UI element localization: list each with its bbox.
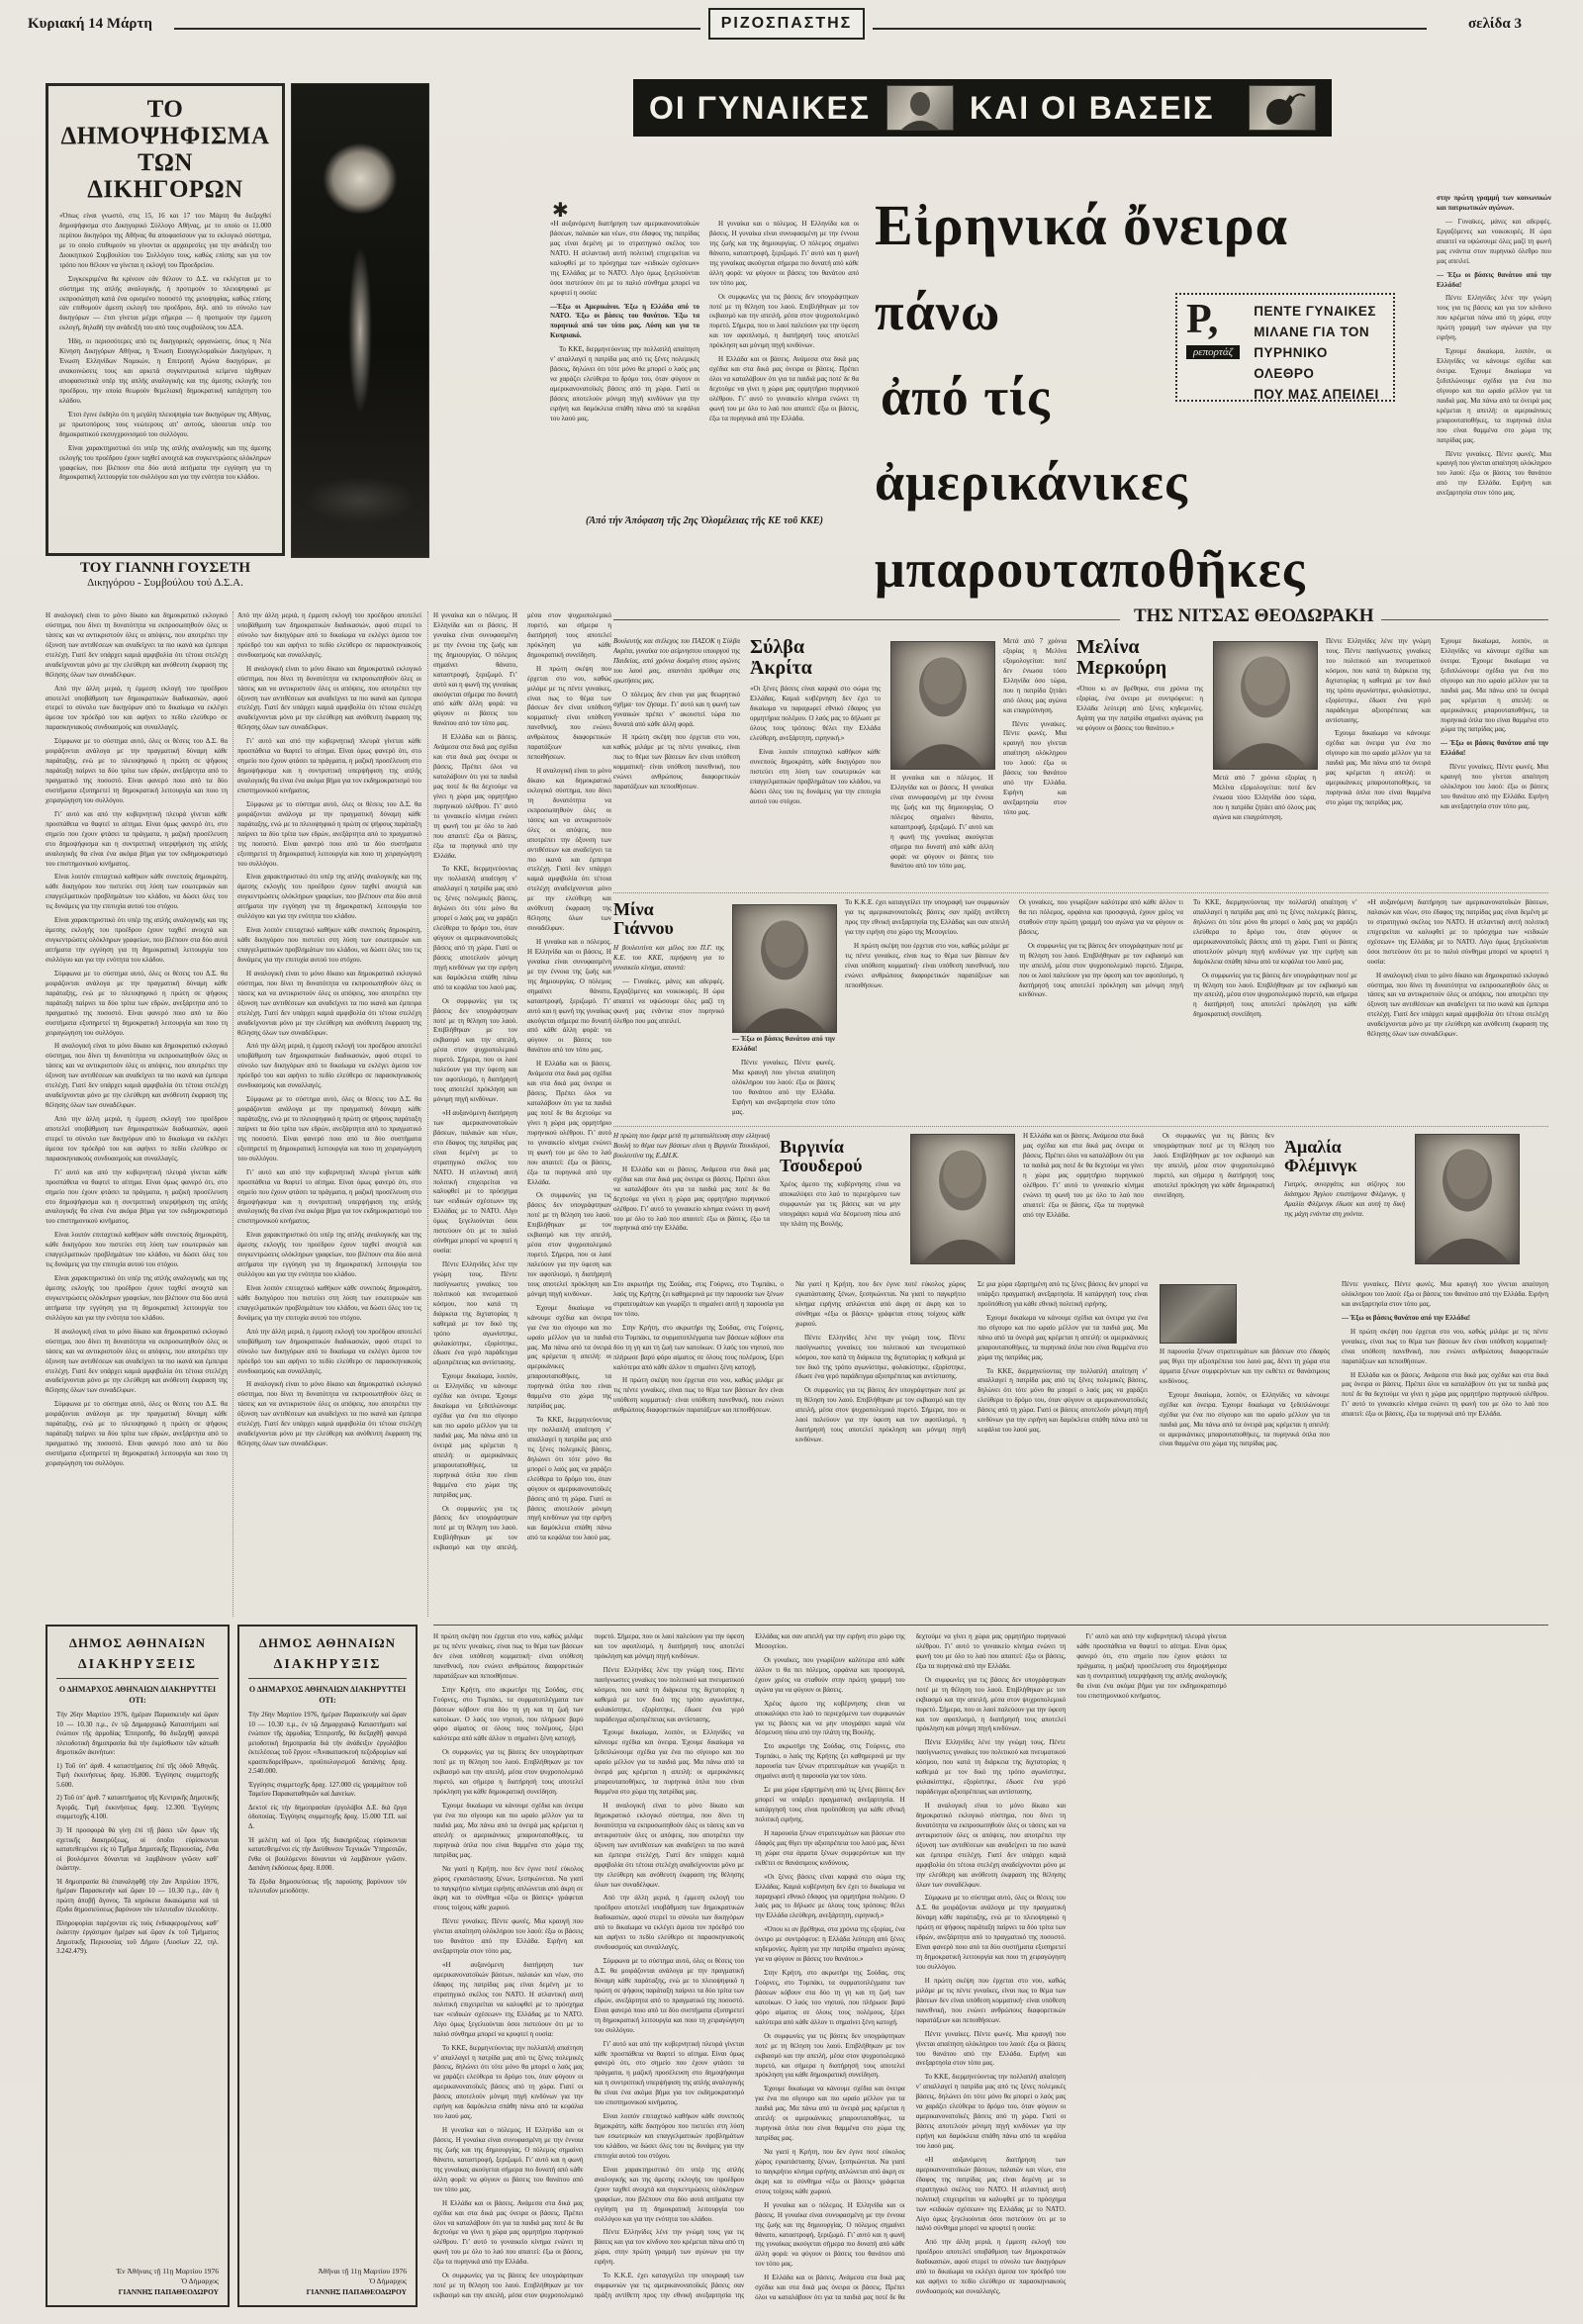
- paragraph: στην πρώτη γραμμή των κοινωνικών και πατριωτικών αγώνων.: [1437, 194, 1551, 212]
- paragraph: «Η αυξανόμενη διατήρηση των αμερικανονατοϊκών βάσεων, παλαιών και νέων, στο έδαφος της πατρίδας μας είναι δεμένη με το στρατηγικό σκέλος του ΝΑΤΟ. Η ατλαντική αυτή πολιτική επιχειρείται να καλυφθεί με το πρόσχημα των «ειδικών σχέσεων» της Ελλάδας με το ΝΑΤΟ. Λίγο όμως ξεγελιούνται όσοι πιστεύουν ότι με το παλιό σύνθημα μπορεί να κρυφτεί η ουσία:: [433, 1108, 517, 1255]
- name-line: Φλέμινγκ: [1284, 1156, 1357, 1176]
- paragraph: Χρέος άμεσο της κυβέρνησης είναι να αποκαλύψει στο λαό το περιεχόμενο των συμφωνιών για τις βάσεις και να μην υπογράψει καμιά νέα δέσμευση πίσω από την πλάτη της Βουλής.: [780, 1180, 900, 1228]
- paragraph: — Γυναίκες, μάνες και αδερφές. Εργαζόμενες και νοικοκυρές. Η ώρα απαιτεί να υψώσουμε όλες μαζί τη φωνή μας ενάντια στον πυρηνικό όλεθρο που μας απειλεί.: [613, 976, 724, 1025]
- band2-col-3: [1193, 898, 1357, 1124]
- reporter-rule-left: [613, 619, 1120, 620]
- slogan-paragraph: — Έξω οι βάσεις θανάτου από την Ελλάδα!: [1441, 739, 1548, 758]
- notice-date: Ἐν Ἀθήναις τῇ 11ῃ Μαρτίου 1976: [116, 2266, 219, 2276]
- band1-col-8: [1441, 637, 1548, 892]
- paragraph: Έτσι έγινε έκδηλο ότι η μεγάλη πλειοψηφία των δικηγόρων της Αθήνας, με πρωτοπόρους τους νεώτερους απ’ αυτούς, τάσσεται υπέρ του δημοκρατικού εκσυγχρονισμού του συλλόγου.: [59, 410, 271, 438]
- band-divider: [613, 892, 1548, 893]
- municipal-notice-2: [237, 1625, 418, 2307]
- slogan-paragraph: — Έξω οι βάσεις θανάτου από την Ελλάδα!: [1342, 1313, 1471, 1322]
- paragraph: Πέντε γυναίκες. Πέντε φωνές. Μια κραυγή που γίνεται απαίτηση ολόκληρου του λαού: έξω οι βάσεις του θανάτου από την Ελλάδα. Ειρήνη και ανεξαρτησία στον τόπο μας.: [915, 2029, 1067, 2068]
- paragraph: Πέντε γυναίκες. Πέντε φωνές. Μια κραυγή που γίνεται απαίτηση ολόκληρου του λαού: έξω οι βάσεις του θανάτου από την Ελλάδα. Ειρήνη και ανεξαρτησία στον τόπο μας.: [433, 1917, 584, 1956]
- paragraph: Έχουμε δικαίωμα να κάνουμε σχέδια και όνειρα για ένα πιο σίγουρο και πιο ωραίο μέλλον για τα παιδιά μας. Μα πάνω από τα όνειρά μας κρέμεται η απειλή: οι αμερικάνικες μπαρουταποθήκες, τα πυρηνικά όπλα που είναι θαμμένα στο χώμα της πατρίδας μας.: [527, 1303, 611, 1411]
- paragraph: Πέντε Ελληνίδες λένε την γνώμη τους. Πέντε πασίγνωστες γυναίκες του πολιτικού και πνευματικού κόσμου, που κατά τη διάρκεια της διχτατορίας η καθεμιά με τον δικό της τρόπο αγωνίστηκε, φυλακίστηκε, εξορίστηκε, έδωσε ένα γερό παράδειγμα αξιοπρέπειας και αντίστασης.: [1326, 637, 1431, 724]
- lawyers-title-line2: ΤΩΝ ΔΙΚΗΓΟΡΩΝ: [87, 149, 243, 203]
- lawyers-column-b: [237, 611, 421, 1617]
- melina-block: [1076, 637, 1203, 892]
- banner-title-left: ΟΙ ΓΥΝΑΙΚΕΣ: [649, 89, 872, 126]
- name-line: Μελίνα: [1076, 637, 1140, 658]
- paragraph: Σε μια χώρα εξαρτημένη από τις ξένες βάσεις δεν μπορεί να υπάρξει πραγματική ανεξαρτησία. Η κατάργησή τους είναι προϋπόθεση για κάθε εθνική πολιτική ειρήνης.: [978, 1280, 1148, 1308]
- notice-subtitle: Ο ΔΗΜΑΡΧΟΣ ΑΘΗΝΑΙΩΝ ΔΙΑΚΗΡΥΤΤΕΙ ΟΤΙ:: [248, 1685, 407, 1706]
- paragraph: Σύμφωνα με το σύστημα αυτό, όλες οι θέσεις του Δ.Σ. θα μοιράζονται ανάλογα με την πραγματική δύναμη κάθε παράταξης, ενώ με το πλειοψηφικό η πρώτη σε ψήφους παράταξη παίρνει τα δύο τρίτα των εδρών, ανεξάρτητα από το πραγματικό της ποσοστό. Είναι φανερό ποιο από τα δύο συστήματα εξυπηρετεί τη δημοκρατική λειτουργία και ποιο τη χειραγώγηση του συλλόγου.: [237, 799, 421, 868]
- paragraph: Η πρώτη σκέψη που έρχεται στο νου, καθώς μιλάμε με τις πέντε γυναίκες, είναι πως το θέμα των βάσεων δεν είναι υπόθεση κομματική· είναι υπόθεση πανεθνική, που ενώνει ανθρώπους διαφορετικών παρατάξεων και πεποιθήσεων.: [433, 1632, 584, 1680]
- interviewee-name-fleming: [1284, 1138, 1405, 1175]
- portrait-amalia-fleming: [1415, 1134, 1520, 1264]
- paragraph: Από την άλλη μεριά, η έμμεση εκλογή του προέδρου αποτελεί υποβάθμιση των δημοκρατικών διαδικασιών, αφού στερεί το σύνολο των δικηγόρων από το δικαίωμα να εκλέγει άμεσα τον πρόεδρό του και αφήνει το πεδίο ελεύθερο σε παρασκηνιακούς συνδυασμούς και συναλλαγές.: [237, 1327, 421, 1375]
- paragraph: Το ΚΚΕ, διερμηνεύοντας την πολλαπλή απαίτηση ν’ απαλλαγεί η πατρίδα μας από τις ξένες πολεμικές βάσεις, δηλώνει ότι τότε μόνο θα μπορεί ο λαός μας να χαράζει ελεύθερα το δρόμο του, όταν φύγουν οι αμερικανονατοϊκές βάσεις από τη χώρα. Γιατί οι βάσεις αποτελούν μόνιμη πηγή κινδύνων για την ειρήνη και δαμόκλεια σπάθη πάνω από τα κεφάλια του λαού μας.: [527, 1416, 611, 1542]
- paragraph: Πέντε γυναίκες. Πέντε φωνές. Μια κραυγή που γίνεται απαίτηση ολόκληρου του λαού: έξω οι βάσεις του θανάτου από την Ελλάδα. Ειρήνη και ανεξαρτησία στον τόπο μας.: [1441, 763, 1548, 810]
- page-number: σελίδα 3: [1468, 16, 1522, 32]
- name-line: Μερκούρη: [1076, 657, 1167, 680]
- paragraph: Η πρώτη σκέψη που έρχεται στο νου, καθώς μιλάμε με τις πέντε γυναίκες, είναι πως το θέμα των βάσεων δεν είναι υπόθεση κομματική· είναι υπόθεση πανεθνική, που ενώνει ανθρώπους διαφορετικών παρατάξεων και πεποιθήσεων.: [1342, 1327, 1548, 1365]
- municipal-notice-1: [46, 1625, 230, 2307]
- paragraph: Είναι λοιπόν επιταχτικό καθήκον κάθε συνεπούς δημοκράτη, κάθε δικηγόρου που πιστεύει στη λύση των εσωτερικών και επαγγελματικών προβλημάτων του κλάδου, να δώσει όλες του τις δυνάμεις για την επιτυχία αυτού του στόχου.: [237, 1284, 421, 1322]
- paragraph: Οι συμφωνίες για τις βάσεις δεν υπογράφτηκαν ποτέ με τη θέληση του λαού. Επιβλήθηκαν με τον εκβιασμό και την απειλή, μέσα στον ψυχροπολεμικό πυρετό. Σήμερα, που οι λαοί παλεύουν για την ύφεση και τον αφοπλισμό, η διατήρησή τους αποτελεί πρόκληση και μόνιμη πηγή κινδύνων.: [433, 1632, 745, 2300]
- paragraph: Η Ελλάδα και οι βάσεις. Ανάμεσα στα δικά μας σχέδια και στα δικά μας όνειρα οι βάσεις. Πρέπει όλοι να καταλάβουν ότι για τα παιδιά μας ποτέ δε θα δεχτούμε να γίνει η χώρα μας ορμητήριο πυρηνικού ολέθρου. Γι’ αυτό το γυναικείο κίνημα ενώνει τη φωνή του με όλο το λαό που απαιτεί: έξω οι βάσεις, έξω τα πυρηνικά από την Ελλάδα.: [755, 1632, 1067, 2302]
- lawyers-byline: [46, 560, 285, 589]
- notice-item: Ἡ μελέτη καί οἱ ὅροι τῆς διακηρύξεως εὑρίσκονται κατατεθειμένοι εἰς τήν Διεύθυνσιν Τεχνικῶν Ὑπηρεσιῶν, ἔνθα οἱ βουλόμενοι δύνανται νά λαμβάνουν γνῶσιν. Δαπάνη ἐκδόσεως δραχ. 8.000.: [248, 1836, 407, 1873]
- paragraph: Μετά από 7 χρόνια εξορίας η Μελίνα εξομολογείται: ποτέ δεν ένιωσα τόσο Ελληνίδα όσο τώρα, που η πατρίδα ζητάει από όλους μας αγώνα και επαγρύπνηση.: [1003, 637, 1067, 714]
- paragraph: Γι’ αυτό και από την κυβερνητική πλευρά γίνεται κάθε προσπάθεια να θαφτεί το αίτημα. Είναι όμως φανερό ότι, στο σημείο που έχουν φτάσει τα πράγματα, η μαζική προσέλευση στο δημοψήφισμα και η συντριπτική υπερψήφιση της απλής αναλογικής θα είναι ένα ακόμα βήμα για τον εκδημοκρατισμό του επιστημονικού κινήματος.: [237, 1167, 421, 1226]
- paragraph: Η πρώτη σκέψη που έρχεται στο νου, καθώς μιλάμε με τις πέντε γυναίκες, είναι πως το θέμα των βάσεων δεν είναι υπόθεση κομματική· είναι υπόθεση πανεθνική, που ενώνει ανθρώπους διαφορετικών παρατάξεων και πεποιθήσεων.: [845, 941, 1009, 989]
- band3-col-1: [613, 1132, 770, 1272]
- interviewee-name-tsouderou: [780, 1138, 900, 1175]
- portrait-melina-merkouri: [1213, 641, 1318, 770]
- paragraph: Πέντε γυναίκες. Πέντε φωνές. Μια κραυγή που γίνεται απαίτηση ολόκληρου του λαού: έξω οι βάσεις του θανάτου από την Ελλάδα. Ειρήνη και ανεξαρτησία στον τόπο μας.: [732, 1058, 835, 1116]
- paragraph: Από την άλλη μεριά, η έμμεση εκλογή του προέδρου αποτελεί υποβάθμιση των δημοκρατικών διαδικασιών, αφού στερεί το σύνολο των δικηγόρων από το δικαίωμα να εκλέγει άμεσα τον πρόεδρό του και αφήνει το πεδίο ελεύθερο σε παρασκηνιακούς συνδυασμούς και συναλλαγές.: [594, 1894, 745, 1952]
- paragraph: Έχουμε δικαίωμα, λοιπόν, οι Ελληνίδες να κάνουμε σχέδια και όνειρα. Έχουμε δικαίωμα να ξεδιπλώνουμε σχέδια για ένα πιο σίγουρο και πιο ωραίο μέλλον για τα παιδιά μας. Μα πάνω από τα όνειρά μας κρέμεται η απειλή: οι αμερικάνικες μπαρουταποθήκες, τα πυρηνικά όπλα που είναι θαμμένα στο χώμα της πατρίδας μας.: [594, 1728, 745, 1797]
- paragraph: Ἡ δημοπρασία θά ἐπαναληφθῇ τήν 2αν Ἀπριλίου 1976, ἡμέραν Παρασκευήν καί ὥραν 10 — 10.30 π.μ., ἐάν ἡ πρώτη ἀποβῇ ἄγονος. Τά κηρύκεια δικαιώματα καί τά ἔξοδα δημοσιεύσεως βαρύνουν τόν τελευταῖον πλειοδότην.: [56, 1878, 219, 1914]
- tsouderou-block: [780, 1138, 900, 1272]
- paragraph: Πέντε γυναίκες. Πέντε φωνές. Μια κραυγή που γίνεται απαίτηση ολόκληρου του λαού: έξω οι βάσεις του θανάτου από την Ελλάδα. Ειρήνη και ανεξαρτησία στον τόπο μας.: [1437, 449, 1551, 498]
- paragraph: Οι συμφωνίες για τις βάσεις δεν υπογράφτηκαν ποτέ με τη θέληση του λαού. Επιβλήθηκαν με τον εκβιασμό και την απειλή, μέσα στον ψυχροπολεμικό πυρετό, και σήμερα η διατήρησή τους αποτελεί πρόκληση για κάθε δημοκρατική συνείδηση.: [1154, 1132, 1274, 1199]
- header-rule-right: [873, 28, 1427, 30]
- masthead: [708, 8, 865, 40]
- star-icon: ✱: [552, 200, 569, 222]
- notice-signature: [56, 2267, 219, 2297]
- municipality-name: ΔΗΜΟΣ ΑΘΗΝΑΙΩΝ: [68, 1635, 207, 1650]
- mid-columns: [433, 611, 611, 1617]
- paragraph: Το Κ.Κ.Ε. έχει καταγγείλει την υπογραφή των συμφωνιών για τις αμερικανονατοϊκές βάσεις σαν πράξη αντίθετη προς την εθνική ανεξαρτησία της Ελλάδας και σαν απειλή για την ειρήνη στο χώρο της Μεσογείου.: [594, 1632, 905, 2300]
- paragraph: Η γυναίκα και ο πόλεμος. Η Ελληνίδα και οι βάσεις. Η γυναίκα είναι συνυφασμένη με την έννοια της ζωής και της δημιουργίας. Ο πόλεμος σημαίνει θάνατο, καταστροφή, ξεριζωμό. Γι’ αυτό και η φωνή της γυναίκας ακούγεται σήμερα πιο δυνατή από κάθε άλλη φορά: να φύγουν οι βάσεις του θανάτου από τον τόπο μας.: [433, 611, 517, 728]
- paragraph: Είναι λοιπόν επιταχτικό καθήκον κάθε συνεπούς δημοκράτη, κάθε δικηγόρου που πιστεύει στη λύση των εσωτερικών και επαγγελματικών προβλημάτων του κλάδου, να δώσει όλες του τις δυνάμεις για την επιτυχία αυτού του στόχου.: [237, 926, 421, 964]
- paragraph: «Η αυξανόμενη διατήρηση των αμερικανονατοϊκών βάσεων, παλαιών και νέων, στο έδαφος της πατρίδας μας είναι δεμένη με το στρατηγικό σκέλος του ΝΑΤΟ. Η ατλαντική αυτή πολιτική επιχειρείται να καλυφθεί με το πρόσχημα των «ειδικών σχέσεων» της Ελλάδας με το ΝΑΤΟ. Λίγο όμως ξεγελιούνται όσοι πιστεύουν ότι με το παλιό σύνθημα μπορεί να κρυφτεί η ουσία:: [433, 1961, 584, 2038]
- paragraph: Η πρώτη σκέψη που έρχεται στο νου, καθώς μιλάμε με τις πέντε γυναίκες, είναι πως το θέμα των βάσεων δεν είναι υπόθεση κομματική· είναι υπόθεση πανεθνική, που ενώνει ανθρώπους διαφορετικών παρατάξεων και πεποιθήσεων.: [915, 1976, 1067, 2024]
- paragraph: «Η αυξανόμενη διατήρηση των αμερικανονατοϊκών βάσεων, παλαιών και νέων, στο έδαφος της πατρίδας μας είναι δεμένη με το στρατηγικό σκέλος του ΝΑΤΟ. Η ατλαντική αυτή πολιτική επιχειρείται να καλυφθεί με το πρόσχημα των «ειδικών σχέσεων» της Ελλάδας με το ΝΑΤΟ. Λίγο όμως ξεγελιούνται όσοι πιστεύουν ότι με το παλιό σύνθημα μπορεί να κρυφτεί η ουσία:: [915, 2155, 1067, 2233]
- fleming-block: [1284, 1138, 1405, 1272]
- paragraph: Οι συμφωνίες για τις βάσεις δεν υπογράφτηκαν ποτέ με τη θέληση του λαού. Επιβλήθηκαν με τον εκβιασμό και την απειλή, μέσα στον ψυχροπολεμικό πυρετό, και σήμερα η διατήρησή τους αποτελεί πρόκληση για κάθε δημοκρατική συνείδηση.: [433, 1748, 584, 1797]
- paragraph: Γι’ αυτό και από την κυβερνητική πλευρά γίνεται κάθε προσπάθεια να θαφτεί το αίτημα. Είναι όμως φανερό ότι, στο σημείο που έχουν φτάσει τα πράγματα, η μαζική προσέλευση στο δημοψήφισμα και η συντριπτική υπερψήφιση της απλής αναλογικής θα είναι ένα ακόμα βήμα για τον εκδημοκρατισμό του επιστημονικού κινήματος.: [237, 737, 421, 794]
- band3-mid-cols: [1023, 1132, 1274, 1272]
- banner-woman-photo: [886, 85, 954, 131]
- paragraph: Η γυναίκα και ο πόλεμος. Η Ελληνίδα και οι βάσεις. Η γυναίκα είναι συνυφασμένη με την έννοια της ζωής και της δημιουργίας. Ο πόλεμος σημαίνει θάνατο, καταστροφή, ξεριζωμό. Γι’ αυτό και η φωνή της γυναίκας ακούγεται σήμερα πιο δυνατή από κάθε άλλη φορά: να φύγουν οι βάσεις του θανάτου από τον τόπο μας.: [527, 938, 611, 1055]
- paragraph: Είναι χαρακτηριστικό ότι υπέρ της απλής αναλογικής και της άμεσης εκλογής του προέδρου έχουν ταχθεί ανοιχτά και συγκεντρώσεις ολόκληρων γραφείων, που βλέπουν στα δύο αυτά αιτήματα την εγγύηση για τη δημοκρατική λειτουργία του συλλόγου και για την ενότητα του κλάδου.: [594, 2165, 745, 2223]
- paragraph: Το ΚΚΕ, διερμηνεύοντας την πολλαπλή απαίτηση ν’ απαλλαγεί η πατρίδα μας από τις ξένες πολεμικές βάσεις, δηλώνει ότι τότε μόνο θα μπορεί ο λαός μας να χαράζει ελεύθερα το δρόμο του, όταν φύγουν οι αμερικανονατοϊκές βάσεις από τη χώρα. Γιατί οι βάσεις αποτελούν μόνιμη πηγή κινδύνων για την ειρήνη και δαμόκλεια σπάθη πάνω από τα κεφάλια του λαού μας.: [433, 865, 517, 991]
- name-line: Ἀμαλία: [1284, 1138, 1342, 1157]
- paragraph: Η γυναίκα και ο πόλεμος. Η Ελληνίδα και οι βάσεις. Η γυναίκα είναι συνυφασμένη με την έννοια της ζωής και της δημιουργίας. Ο πόλεμος σημαίνει θάνατο, καταστροφή, ξεριζωμό. Γι’ αυτό και η φωνή της γυναίκας ακούγεται σήμερα πιο δυνατή από κάθε άλλη φορά: να φύγουν οι βάσεις του θανάτου από τον τόπο μας.: [890, 774, 993, 871]
- paragraph: Η αναλογική είναι το μόνο δίκαιο και δημοκρατικό εκλογικό σύστημα, που δίνει τη δυνατότητα να εκπροσωπηθούν όλες οι τάσεις και να αντικριστούν όλες οι απόψεις, που αποτρέπει την όξυνση των αντιθέσεων και αναδείχνει τα πιο ικανά και έμπειρα στελέχη. Γιατί δεν υπάρχει καμιά αμφιβολία ότι τέτοια στελέχη αναδείχνονται μόνο με την ελεύθερη και ανόθευτη έκφραση της θέλησης όλων των συναδέλφων.: [237, 664, 421, 732]
- paragraph: Η βουλευτίνα και μέλος του Π.Γ. της Κ.Ε. του ΚΚΕ, περήφανη για το γυναικείο κίνημα, απαντά:: [613, 944, 724, 973]
- paragraph: Γι’ αυτό και από την κυβερνητική πλευρά γίνεται κάθε προσπάθεια να θαφτεί το αίτημα. Είναι όμως φανερό ότι, στο σημείο που έχουν φτάσει τα πράγματα, η μαζική προσέλευση στο δημοψήφισμα και η συντριπτική υπερψήφιση της απλής αναλογικής θα είναι ένα ακόμα βήμα για τον εκδημοκρατισμό του επιστημονικού κινήματος.: [46, 809, 228, 868]
- kke-intro-columns: [550, 220, 859, 511]
- paragraph: Είναι λοιπόν επιταχτικό καθήκον κάθε συνεπούς δημοκράτη, κάθε δικηγόρου που πιστεύει στη λύση των εσωτερικών και επαγγελματικών προβλημάτων του κλάδου, να δώσει όλες του τις δυνάμεις για την επιτυχία αυτού του στόχου.: [750, 748, 881, 805]
- paragraph: Έχουμε δικαίωμα να κάνουμε σχέδια και όνειρα για ένα πιο σίγουρο και πιο ωραίο μέλλον για τα παιδιά μας. Μα πάνω από τα όνειρά μας κρέμεται η απειλή: οι αμερικάνικες μπαρουταποθήκες, τα πυρηνικά όπλα που είναι θαμμένα στο χώμα της πατρίδας μας.: [755, 2085, 905, 2143]
- paragraph: Η αναλογική είναι το μόνο δίκαιο και δημοκρατικό εκλογικό σύστημα, που δίνει τη δυνατότητα να εκπροσωπηθούν όλες οι τάσεις και να αντικριστούν όλες οι απόψεις, που αποτρέπει την όξυνση των αντιθέσεων και αναδείχνει τα πιο ικανά και έμπειρα στελέχη. Γιατί δεν υπάρχει καμιά αμφιβολία ότι τέτοια στελέχη αναδείχνονται μόνο με την ελεύθερη και ανόθευτη έκφραση της θέλησης όλων των συναδέλφων.: [46, 1042, 228, 1110]
- band3-lower-col-1: [613, 1280, 784, 1621]
- notice-item: 1) Τοῦ ὑπ’ ἀριθ. 4 καταστήματος ἐπί τῆς ὁδοῦ Ἀθηνᾶς. Τιμή ἐκκινήσεως δραχ. 16.800. Ἐγγύησις συμμετοχῆς 5.600.: [56, 1762, 219, 1789]
- paragraph: Σύμφωνα με το σύστημα αυτό, όλες οι θέσεις του Δ.Σ. θα μοιράζονται ανάλογα με την πραγματική δύναμη κάθε παράταξης, ενώ με το πλειοψηφικό η πρώτη σε ψήφους παράταξη παίρνει τα δύο τρίτα των εδρών, ανεξάρτητα από το πραγματικό της ποσοστό. Είναι φανερό ποιο από τα δύο συστήματα εξυπηρετεί τη δημοκρατική λειτουργία και ποιο τη χειραγώγηση του συλλόγου.: [915, 1894, 1067, 1971]
- banner-title-right: ΚΑΙ ΟΙ ΒΑΣΕΙΣ: [970, 89, 1215, 126]
- paragraph: Γιατρός, συνεργάτις και σύζυγος του διάσημου Άγγλου επιστήμονα Φλέμινγκ, η Αμαλία Φλέμινγκ έδωσε και αυτή τη δική της μάχη ενάντια στη χούντα.: [1284, 1180, 1405, 1218]
- paragraph: «Όπου κι αν βρέθηκα, στα χρόνια της εξορίας, ένα όνειρο με συντρόφευε: η Ελλάδα λεύτερη από ξένες κηδεμονίες. Αγάπη για την πατρίδα σημαίνει αγώνας για να φύγουν οι βάσεις του θανάτου.»: [755, 1925, 905, 1964]
- paragraph: Η Ελλάδα και οι βάσεις. Ανάμεσα στα δικά μας σχέδια και στα δικά μας όνειρα οι βάσεις. Πρέπει όλοι να καταλάβουν ότι για τα παιδιά μας ποτέ δε θα δεχτούμε να γίνει η χώρα μας ορμητήριο πυρηνικού ολέθρου. Γι’ αυτό το γυναικείο κίνημα ενώνει τη φωνή του με όλο το λαό που απαιτεί: έξω οι βάσεις, έξω τα πυρηνικά από την Ελλάδα.: [1023, 1132, 1144, 1219]
- notice-item: 2) Τοῦ ὑπ’ ἀριθ. 7 καταστήματος τῆς Κεντρικῆς Δημοτικῆς Ἀγορᾶς. Τιμή ἐκκινήσεως δραχ. 12.300. Ἐγγύησις συμμετοχῆς 4.100.: [56, 1795, 219, 1821]
- quote-paragraph: «Οι ξένες βάσεις είναι καρφιά στο σώμα της Ελλάδας. Καμιά κυβέρνηση δεν έχει το δικαίωμα να παραχωρεί εθνικό έδαφος για ορμητήρια πολέμου. Ο λαός μας το δήλωσε με όλους τους τρόπους: θέλει την Ελλάδα ελεύθερη, ανεξάρτητη, ειρηνική.»: [750, 685, 881, 743]
- lawyers-box-text: [59, 212, 271, 487]
- paragraph: «Η αυξανόμενη διατήρηση των αμερικανονατοϊκών βάσεων, παλαιών και νέων, στο έδαφος της πατρίδας μας είναι δεμένη με το στρατηγικό σκέλος του ΝΑΤΟ. Η ατλαντική αυτή πολιτική επιχειρείται να καλυφθεί με το πρόσχημα των «ειδικών σχέσεων» της Ελλάδας με το ΝΑΤΟ. Λίγο όμως ξεγελιούνται όσοι πιστεύουν ότι με το παλιό σύνθημα μπορεί να κρυφτεί η ουσία:: [1367, 898, 1548, 966]
- name-line: Σύλβα: [750, 637, 804, 658]
- paragraph: Είναι χαρακτηριστικό ότι υπέρ της απλής αναλογικής και της άμεσης εκλογής του προέδρου έχουν ταχθεί ανοιχτά και συγκεντρώσεις ολόκληρων γραφείων, που βλέπουν στα δύο αυτά αιτήματα την εγγύηση για τη δημοκρατική λειτουργία του συλλόγου και για την ενότητα του κλάδου.: [59, 443, 271, 482]
- paragraph: Έχουμε δικαίωμα, λοιπόν, οι Ελληνίδες να κάνουμε σχέδια και όνειρα. Έχουμε δικαίωμα να ξεδιπλώνουμε σχέδια για ένα πιο σίγουρο και πιο ωραίο μέλλον για τα παιδιά μας. Μα πάνω από τα όνειρά μας κρέμεται η απειλή: οι αμερικάνικες μπαρουταποθήκες, τα πυρηνικά όπλα που είναι θαμμένα στο χώμα της πατρίδας μας.: [1160, 1390, 1330, 1448]
- paragraph: Η γυναίκα και ο πόλεμος. Η Ελληνίδα και οι βάσεις. Η γυναίκα είναι συνυφασμένη με την έννοια της ζωής και της δημιουργίας. Ο πόλεμος σημαίνει θάνατο, καταστροφή, ξεριζωμό. Γι’ αυτό και η φωνή της γυναίκας ακούγεται σήμερα πιο δυνατή από κάθε άλλη φορά: να φύγουν οι βάσεις του θανάτου από τον τόπο μας.: [755, 2200, 905, 2269]
- paragraph: Γι’ αυτό και από την κυβερνητική πλευρά γίνεται κάθε προσπάθεια να θαφτεί το αίτημα. Είναι όμως φανερό ότι, στο σημείο που έχουν φτάσει τα πράγματα, η μαζική προσέλευση στο δημοψήφισμα και η συντριπτική υπερψήφιση της απλής αναλογικής θα είναι ένα ακόμα βήμα για τον εκδημοκρατισμό του επιστημονικού κινήματος.: [46, 1167, 228, 1226]
- paragraph: Η Ελλάδα και οι βάσεις. Ανάμεσα στα δικά μας σχέδια και στα δικά μας όνειρα οι βάσεις. Πρέπει όλοι να καταλάβουν ότι για τα παιδιά μας ποτέ δε θα δεχτούμε να γίνει η χώρα μας ορμητήριο πυρηνικού ολέθρου. Γι’ αυτό το γυναικείο κίνημα ενώνει τη φωνή του με όλο το λαό που απαιτεί: έξω οι βάσεις, έξω τα πυρηνικά από την Ελλάδα.: [613, 1164, 770, 1233]
- bottom-band-columns: [433, 1632, 1548, 2307]
- paragraph: Τά ἔξοδα δημοσιεύσεως τῆς παρούσης βαρύνουν τόν τελευταῖον μειοδότην.: [248, 1878, 407, 1896]
- inline-photo: [1160, 1284, 1237, 1344]
- band1-col-7: [1326, 637, 1431, 892]
- mina-intro: [613, 944, 724, 1031]
- paragraph: Από την άλλη μεριά, η έμμεση εκλογή του προέδρου αποτελεί υποβάθμιση των δημοκρατικών διαδικασιών, αφού στερεί το σύνολο των δικηγόρων από το δικαίωμα να εκλέγει άμεσα τον πρόεδρό του και αφήνει το πεδίο ελεύθερο σε παρασκηνιακούς συνδυασμούς και συναλλαγές.: [237, 611, 421, 659]
- slogan-paragraph: —Έξω οι Αμερικάνοι. Έξω η Ελλάδα από το ΝΑΤΟ. Έξω οι βάσεις του θανάτου. Έξω τα πυρηνικά από τον τόπο μας. Λύση και για το Κυπριακό.: [550, 302, 699, 340]
- paragraph: Το Κ.Κ.Ε. έχει καταγγείλει την υπογραφή των συμφωνιών για τις αμερικανονατοϊκές βάσεις σαν πράξη αντίθετη προς την εθνική ανεξαρτησία της Ελλάδας και σαν απειλή για την ειρήνη στο χώρο της Μεσογείου.: [845, 898, 1009, 936]
- paragraph: Η αναλογική είναι το μόνο δίκαιο και δημοκρατικό εκλογικό σύστημα, που δίνει τη δυνατότητα να εκπροσωπηθούν όλες οι τάσεις και να αντικριστούν όλες οι απόψεις, που αποτρέπει την όξυνση των αντιθέσεων και αναδείχνει τα πιο ικανά και έμπειρα στελέχη. Γιατί δεν υπάρχει καμιά αμφιβολία ότι τέτοια στελέχη αναδείχνονται μόνο με την ελεύθερη και ανόθευτη έκφραση της θέλησης όλων των συναδέλφων.: [527, 767, 611, 933]
- paragraph: — Γυναίκες, μάνες και αδερφές. Εργαζόμενες και νοικοκυρές. Η ώρα απαιτεί να υψώσουμε όλες μαζί τη φωνή μας ενάντια στον πυρηνικό όλεθρο που μας απειλεί.: [1437, 217, 1551, 265]
- paragraph: Η πρώτη που έφερε μετά τη μεταπολίτευση στην ελληνική Βουλή το θέμα των βάσεων είναι η Βιργινία Τσουδερού, βουλευτίνα της Ε.ΔΗ.Κ.: [613, 1132, 770, 1160]
- lawyers-column-a: [46, 611, 228, 1617]
- paragraph: Να γιατί η Κρήτη, που δεν έγινε ποτέ εύκολος χώρος εγκατάστασης ξένων, ξεσηκώνεται. Να γιατί το παγκρήτιο κίνημα ειρήνης απλώνεται από άκρη σε άκρη και το σύνθημα «έξω οι βάσεις» γράφεται στους τοίχους κάθε χωριού.: [755, 2148, 905, 2195]
- paragraph: Πέντε Ελληνίδες λένε την γνώμη τους για τις βάσεις και για τον κίνδυνο που κρέμεται πάνω από τη χώρα, στην πρώτη γραμμή των αγώνων για την ειρήνη.: [1437, 294, 1551, 342]
- paragraph: Πέντε γυναίκες. Πέντε φωνές. Μια κραυγή που γίνεται απαίτηση ολόκληρου του λαού: έξω οι βάσεις του θανάτου από την Ελλάδα. Ειρήνη και ανεξαρτησία στον τόπο μας.: [1342, 1280, 1548, 1308]
- paragraph: Το ΚΚΕ, διερμηνεύοντας την πολλαπλή απαίτηση ν’ απαλλαγεί η πατρίδα μας από τις ξένες πολεμικές βάσεις, δηλώνει ότι τότε μόνο θα μπορεί ο λαός μας να χαράζει ελεύθερα το δρόμο του, όταν φύγουν οι αμερικανονατοϊκές βάσεις από τη χώρα. Γιατί οι βάσεις αποτελούν μόνιμη πηγή κινδύνων για την ειρήνη και δαμόκλεια σπάθη πάνω από τα κεφάλια του λαού μας.: [433, 2043, 584, 2121]
- paragraph: Στο ακρωτήρι της Σούδας, στις Γούρνες, στο Τυμπάκι, ο λαός της Κρήτης ζει καθημερινά με την παρουσία των ξένων στρατευμάτων και γνωρίζει τι σημαίνει αυτή η παρουσία για τον τόπο.: [613, 1280, 784, 1318]
- paragraph: Γι’ αυτό και από την κυβερνητική πλευρά γίνεται κάθε προσπάθεια να θαφτεί το αίτημα. Είναι όμως φανερό ότι, στο σημείο που έχουν φτάσει τα πράγματα, η μαζική προσέλευση στο δημοψήφισμα και η συντριπτική υπερψήφιση της απλής αναλογικής θα είναι ένα ακόμα βήμα για τον εκδημοκρατισμό του επιστημονικού κινήματος.: [1076, 1632, 1227, 1700]
- paragraph: Η Ελλάδα και οι βάσεις. Ανάμεσα στα δικά μας σχέδια και στα δικά μας όνειρα οι βάσεις. Πρέπει όλοι να καταλάβουν ότι για τα παιδιά μας ποτέ δε θα δεχτούμε να γίνει η χώρα μας ορμητήριο πυρηνικού ολέθρου. Γι’ αυτό το γυναικείο κίνημα ενώνει τη φωνή του με όλο το λαό που απαιτεί: έξω οι βάσεις, έξω τα πυρηνικά από την Ελλάδα.: [709, 355, 859, 422]
- paragraph: Έχουμε δικαίωμα, λοιπόν, οι Ελληνίδες να κάνουμε σχέδια και όνειρα. Έχουμε δικαίωμα να ξεδιπλώνουμε σχέδια για ένα πιο σίγουρο και πιο ωραίο μέλλον για τα παιδιά μας. Μα πάνω από τα όνειρά μας κρέμεται η απειλή: οι αμερικάνικες μπαρουταποθήκες, τα πυρηνικά όπλα που είναι θαμμένα στο χώμα της πατρίδας μας.: [1437, 347, 1551, 444]
- paragraph: Έχουμε δικαίωμα, λοιπόν, οι Ελληνίδες να κάνουμε σχέδια και όνειρα. Έχουμε δικαίωμα να ξεδιπλώνουμε σχέδια για ένα πιο σίγουρο και πιο ωραίο μέλλον για τα παιδιά μας. Μα πάνω από τα όνειρά μας κρέμεται η απειλή: οι αμερικάνικες μπαρουταποθήκες, τα πυρηνικά όπλα που είναι θαμμένα στο χώμα της πατρίδας μας.: [433, 1372, 517, 1499]
- reporter-rule-right: [1381, 619, 1548, 620]
- paragraph: Έχουμε δικαίωμα να κάνουμε σχέδια και όνειρα για ένα πιο σίγουρο και πιο ωραίο μέλλον για τα παιδιά μας. Μα πάνω από τα όνειρά μας κρέμεται η απειλή: οι αμερικάνικες μπαρουταποθήκες, τα πυρηνικά όπλα που είναι θαμμένα στο χώμα της πατρίδας μας.: [978, 1313, 1148, 1361]
- portrait-mina-giannou: [732, 904, 837, 1033]
- paragraph: Οι συμφωνίες για τις βάσεις δεν υπογράφτηκαν ποτέ με τη θέληση του λαού. Επιβλήθηκαν με τον εκβιασμό και την απειλή, μέσα στον ψυχροπολεμικό πυρετό, και σήμερα η διατήρησή τους αποτελεί πρόκληση για κάθε δημοκρατική συνείδηση.: [755, 2031, 905, 2080]
- nuclear-explosion-photo: [291, 83, 429, 558]
- banner-bomb-icon: [1249, 85, 1316, 131]
- paragraph: «Όπως είναι γνωστό, στις 15, 16 και 17 του Μάρτη θα διεξαχθεί δημοψήφισμα στο Δικηγορικό Σύλλογο Αθήνας, με το οποίο οι 11.000 περίπου δικηγόροι της Αθήνας θα αποφασίσουν για το εκλογικό σύστημα, με το οποίο επιθυμούν να γίνονται οι αρχαιρεσίες για την ανάδειξη του Διοικητικού Συμβουλίου του Συλλόγου τους, καθώς επίσης και για τον τρόπο που θέλουν να γίνεται η εκλογή του Προεδρείου.: [59, 212, 271, 269]
- paragraph: Έχουμε δικαίωμα να κάνουμε σχέδια και όνειρα για ένα πιο σίγουρο και πιο ωραίο μέλλον για τα παιδιά μας. Μα πάνω από τα όνειρά μας κρέμεται η απειλή: οι αμερικάνικες μπαρουταποθήκες, τα πυρηνικά όπλα που είναι θαμμένα στο χώμα της πατρίδας μας.: [1326, 729, 1431, 806]
- paragraph: Η γυναίκα και ο πόλεμος. Η Ελληνίδα και οι βάσεις. Η γυναίκα είναι συνυφασμένη με την έννοια της ζωής και της δημιουργίας. Ο πόλεμος σημαίνει θάνατο, καταστροφή, ξεριζωμό. Γι’ αυτό και η φωνή της γυναίκας ακούγεται σήμερα πιο δυνατή από κάθε άλλη φορά: να φύγουν οι βάσεις του θανάτου από τον τόπο μας.: [433, 2126, 584, 2193]
- paragraph: Να γιατί η Κρήτη, που δεν έγινε ποτέ εύκολος χώρος εγκατάστασης ξένων, ξεσηκώνεται. Να γιατί το παγκρήτιο κίνημα ειρήνης απλώνεται από άκρη σε άκρη και το σύνθημα «έξω οι βάσεις» γράφεται στους τοίχους κάθε χωριού.: [795, 1280, 966, 1328]
- signature-role: Ὁ Δήμαρχος: [181, 2277, 219, 2286]
- paragraph: Το ΚΚΕ, διερμηνεύοντας την πολλαπλή απαίτηση ν’ απαλλαγεί η πατρίδα μας από τις ξένες πολεμικές βάσεις, δηλώνει ότι τότε μόνο θα μπορεί ο λαός μας να χαράζει ελεύθερα το δρόμο του, όταν φύγουν οι αμερικανονατοϊκές βάσεις από τη χώρα. Γιατί οι βάσεις αποτελούν μόνιμη πηγή κινδύνων για την ειρήνη και δαμόκλεια σπάθη πάνω από τα κεφάλια του λαού μας.: [550, 345, 699, 422]
- paragraph: Πέντε Ελληνίδες λένε την γνώμη τους. Πέντε πασίγνωστες γυναίκες του πολιτικού και πνευματικού κόσμου, που κατά τη διάρκεια της διχτατορίας η καθεμιά με τον δικό της τρόπο αγωνίστηκε, φυλακίστηκε, εξορίστηκε, έδωσε ένα γερό παράδειγμα αξιοπρέπειας και αντίστασης.: [795, 1333, 966, 1381]
- municipality-name: ΔΗΜΟΣ ΑΘΗΝΑΙΩΝ: [258, 1635, 397, 1650]
- headline-line-5: μπαρουταποθῆκες: [875, 539, 1306, 599]
- name-line: Βιργινία: [780, 1138, 844, 1157]
- band-divider: [613, 1126, 1548, 1127]
- paragraph: Η αναλογική είναι το μόνο δίκαιο και δημοκρατικό εκλογικό σύστημα, που δίνει τη δυνατότητα να εκπροσωπηθούν όλες οι τάσεις και να αντικριστούν όλες οι απόψεις, που αποτρέπει την όξυνση των αντιθέσεων και αναδείχνει τα πιο ικανά και έμπειρα στελέχη. Γιατί δεν υπάρχει καμιά αμφιβολία ότι τέτοια στελέχη αναδείχνονται μόνο με την ελεύθερη και ανόθευτη έκφραση της θέλησης όλων των συναδέλφων.: [237, 1380, 421, 1448]
- paragraph: Σύμφωνα με το σύστημα αυτό, όλες οι θέσεις του Δ.Σ. θα μοιράζονται ανάλογα με την πραγματική δύναμη κάθε παράταξης, ενώ με το πλειοψηφικό η πρώτη σε ψήφους παράταξη παίρνει τα δύο τρίτα των εδρών, ανεξάρτητα από το πραγματικό της ποσοστό. Είναι φανερό ποιο από τα δύο συστήματα εξυπηρετεί τη δημοκρατική λειτουργία και ποιο τη χειραγώγηση του συλλόγου.: [46, 969, 228, 1037]
- paragraph: Πέντε Ελληνίδες λένε την γνώμη τους. Πέντε πασίγνωστες γυναίκες του πολιτικού και πνευματικού κόσμου, που κατά τη διάρκεια της διχτατορίας η καθεμιά με τον δικό της τρόπο αγωνίστηκε, φυλακίστηκε, εξορίστηκε, έδωσε ένα γερό παράδειγμα αξιοπρέπειας και αντίστασης.: [433, 1260, 517, 1367]
- paragraph: Είναι λοιπόν επιταχτικό καθήκον κάθε συνεπούς δημοκράτη, κάθε δικηγόρου που πιστεύει στη λύση των εσωτερικών και επαγγελματικών προβλημάτων του κλάδου, να δώσει όλες του τις δυνάμεις για την επιτυχία αυτού του στόχου.: [46, 873, 228, 911]
- reporter-byline: ΤΗΣ ΝΙΤΣΑΣ ΘΕΟΔΩΡΑΚΗ: [1134, 605, 1374, 626]
- headline-line-1: Εἰρηνικά ὄνειρα: [875, 193, 1289, 257]
- interviewee-name-mina: [613, 900, 724, 938]
- band1-caption-2: [1213, 774, 1316, 890]
- slogan-paragraph: — Έξω οι βάσεις θανάτου από την Ελλάδα!: [1437, 270, 1551, 289]
- paragraph: Από την άλλη μεριά, η έμμεση εκλογή του προέδρου αποτελεί υποβάθμιση των δημοκρατικών διαδικασιών, αφού στερεί το σύνολο των δικηγόρων από το δικαίωμα να εκλέγει άμεσα τον πρόεδρό του και αφήνει το πεδίο ελεύθερο σε παρασκηνιακούς συνδυασμούς και συναλλαγές.: [46, 1115, 228, 1162]
- paragraph: Μετά από 7 χρόνια εξορίας η Μελίνα εξομολογείται: ποτέ δεν ένιωσα τόσο Ελληνίδα όσο τώρα, που η πατρίδα ζητάει από όλους μας αγώνα και επαγρύπνηση.: [1213, 774, 1316, 821]
- paragraph: Πέντε γυναίκες. Πέντε φωνές. Μια κραυγή που γίνεται απαίτηση ολόκληρου του λαού: έξω οι βάσεις του θανάτου από την Ελλάδα. Ειρήνη και ανεξαρτησία στον τόπο μας.: [1003, 719, 1067, 816]
- paragraph: «Η αυξανόμενη διατήρηση των αμερικανονατοϊκών βάσεων, παλαιών και νέων, στο έδαφος της πατρίδας μας είναι δεμένη με το στρατηγικό σκέλος του ΝΑΤΟ. Η ατλαντική αυτή πολιτική επιχειρείται να καλυφθεί με το πρόσχημα των «ειδικών σχέσεων» της Ελλάδας με το ΝΑΤΟ. Λίγο όμως ξεγελιούνται όσοι πιστεύουν ότι με το παλιό σύνθημα μπορεί να κρυφτεί η ουσία:: [550, 220, 699, 297]
- paragraph: Οι συμφωνίες για τις βάσεις δεν υπογράφτηκαν ποτέ με τη θέληση του λαού. Επιβλήθηκαν με τον εκβιασμό και την απειλή, μέσα στον ψυχροπολεμικό πυρετό. Σήμερα, που οι λαοί παλεύουν για την ύφεση και τον αφοπλισμό, η διατήρησή τους αποτελεί πρόκληση και μόνιμη πηγή κινδύνων.: [527, 1191, 611, 1298]
- paragraph: Η παρουσία ξένων στρατευμάτων και βάσεων στο έδαφός μας θίγει την αξιοπρέπεια του λαού μας, δένει τη χώρα στα άρματα ξένων συμφερόντων και την εκθέτει σε θανάσιμους κινδύνους.: [755, 1828, 905, 1867]
- paragraph: Στο ακρωτήρι της Σούδας, στις Γούρνες, στο Τυμπάκι, ο λαός της Κρήτης ζει καθημερινά με την παρουσία των ξένων στρατευμάτων και γνωρίζει τι σημαίνει αυτή η παρουσία για τον τόπο.: [755, 1742, 905, 1781]
- band2-col-2: [1019, 898, 1183, 1124]
- paragraph: Οι συμφωνίες για τις βάσεις δεν υπογράφτηκαν ποτέ με τη θέληση του λαού. Επιβλήθηκαν με τον εκβιασμό και την απειλή, μέσα στον ψυχροπολεμικό πυρετό. Σήμερα, που οι λαοί παλεύουν για την ύφεση και τον αφοπλισμό, η διατήρησή τους αποτελεί πρόκληση και μόνιμη πηγή κινδύνων.: [709, 292, 859, 350]
- lawyers-title-line1: ΤΟ ΔΗΜΟΨΗΦΙΣΜΑ: [60, 96, 270, 149]
- fleming-intro: [1284, 1180, 1405, 1224]
- headline-line-4: ἀμερικάνικες: [875, 452, 1188, 511]
- interviewee-name-sylva: [750, 637, 881, 679]
- paragraph: Η γυναίκα και ο πόλεμος. Η Ελληνίδα και οι βάσεις. Η γυναίκα είναι συνυφασμένη με την έννοια της ζωής και της δημιουργίας. Ο πόλεμος σημαίνει θάνατο, καταστροφή, ξεριζωμό. Γι’ αυτό και η φωνή της γυναίκας ακούγεται σήμερα πιο δυνατή από κάθε άλλη φορά: να φύγουν οι βάσεις του θανάτου από τον τόπο μας.: [709, 220, 859, 287]
- paragraph: Ήδη, οι περισσότερες από τις δικηγορικές οργανώσεις, όπως η Νέα Κίνηση Δικηγόρων Αθήνας, η Ένωση Εισαγγελομαϊκών Δικηγόρων, η Ένωση Ελληνίδων Νομικών, η Επιτροπή Αγώνα δικηγόρων, με ανακοινώσεις τους και αρκετά συγκεντρωτικά κείμενα τάχθηκαν αποφασιστικά υπέρ της απλής αναλογικής και της άμεσης εκλογής του προέδρου, την οποία θεωρούν θεμελιακή δημοκρατική κατάχτηση του κλάδου.: [59, 337, 271, 405]
- notice-item: Δεκτοί εἰς τήν δημοπρασίαν ἐργολάβοι Δ.Ε. διά ἔργα ὁδοποιίας. Ἐγγύησις συμμετοχῆς δραχ. 15.000 Τ.Π. καί Δ.: [248, 1804, 407, 1830]
- paragraph: Η Ελλάδα και οι βάσεις. Ανάμεσα στα δικά μας σχέδια και στα δικά μας όνειρα οι βάσεις. Πρέπει όλοι να καταλάβουν ότι για τα παιδιά μας ποτέ δε θα δεχτούμε να γίνει η χώρα μας ορμητήριο πυρηνικού ολέθρου. Γι’ αυτό το γυναικείο κίνημα ενώνει τη φωνή του με όλο το λαό που απαιτεί: έξω οι βάσεις, έξω τα πυρηνικά από την Ελλάδα.: [527, 1060, 611, 1186]
- bottom-band-rule: [433, 1625, 1548, 1626]
- paragraph: Ο πόλεμος δεν είναι για μας θεωρητικό σχήμα· τον ζήσαμε. Γι’ αυτό και η φωνή των γυναικών πρέπει ν’ ακουστεί τώρα πιο δυνατά από κάθε άλλη φορά.: [613, 690, 740, 728]
- paragraph: Η αναλογική είναι το μόνο δίκαιο και δημοκρατικό εκλογικό σύστημα, που δίνει τη δυνατότητα να εκπροσωπηθούν όλες οι τάσεις και να αντικριστούν όλες οι απόψεις, που αποτρέπει την όξυνση των αντιθέσεων και αναδείχνει τα πιο ικανά και έμπειρα στελέχη. Γιατί δεν υπάρχει καμιά αμφιβολία ότι τέτοια στελέχη αναδείχνονται μόνο με την ελεύθερη και ανόθευτη έκφραση της θέλησης όλων των συναδέλφων.: [237, 969, 421, 1037]
- mina-block: [613, 900, 724, 1124]
- paragraph: Γι’ αυτό και από την κυβερνητική πλευρά γίνεται κάθε προσπάθεια να θαφτεί το αίτημα. Είναι όμως φανερό ότι, στο σημείο που έχουν φτάσει τα πράγματα, η μαζική προσέλευση στο δημοψήφισμα και η συντριπτική υπερψήφιση της απλής αναλογικής θα είναι ένα ακόμα βήμα για τον εκδημοκρατισμό του επιστημονικού κινήματος.: [594, 2039, 745, 2107]
- paragraph: Σε μια χώρα εξαρτημένη από τις ξένες βάσεις δεν μπορεί να υπάρξει πραγματική ανεξαρτησία. Η κατάργησή τους είναι προϋπόθεση για κάθε εθνική πολιτική ειρήνης.: [755, 1786, 905, 1823]
- portrait-sylva-akrita: [890, 641, 995, 770]
- interviewee-name-melina: [1076, 637, 1203, 679]
- notice-item: 3) Ἡ προσφορά θά γίνῃ ἐπί τῇ βάσει τῶν ὅρων τῆς σχετικῆς διακηρύξεως, οἱ ὁποῖοι εὑρίσκονται κατατεθειμένοι εἰς τό Τμῆμα Δημοτικῆς Περιουσίας, ἔνθα οἱ βουλόμενοι δύνανται νά λαμβάνουν γνῶσιν καθ’ ἑκάστην.: [56, 1826, 219, 1873]
- name-line: Γιάννου: [613, 918, 674, 939]
- sylva-block: [750, 637, 881, 892]
- edition-date: Κυριακή 14 Μάρτη: [28, 16, 152, 32]
- band2-caption: [732, 1035, 835, 1122]
- paragraph: Τήν 26ην Μαρτίου 1976, ἡμέραν Παρασκευήν καί ὥραν 10 — 10.30 π.μ., ἐν τῷ Δημαρχιακῷ Καταστήματι καί ἐνώπιον τῆς ἁρμοδίας Ἐπιτροπῆς, θά διεξαχθῇ φανερά μειοδοτική δημοπρασία διά τήν ἀνάδειξιν ἐργολάβου ἐκτελέσεως τοῦ ἔργου: «Ἀνακατασκευή πεζοδρομίων καί κρασπεδορείθρων», προϋπολογισμοῦ δαπάνης δραχ. 2.540.000.: [248, 1712, 407, 1776]
- paragraph: Στην Κρήτη, στο ακρωτήρι της Σούδας, στις Γούρνες, στο Τυμπάκι, τα συρματοπλέγματα των βάσεων κόβουν στα δύο τη γη και τη ζωή των κατοίκων. Ο λαός του νησιού, που πλήρωσε βαρύ φόρο αίματος σε όλους τους πολέμους, ξέρει καλύτερα από κάθε άλλον τι σημαίνει ξένη κατοχή.: [613, 1323, 784, 1371]
- paragraph: Είναι χαρακτηριστικό ότι υπέρ της απλής αναλογικής και της άμεσης εκλογής του προέδρου έχουν ταχθεί ανοιχτά και συγκεντρώσεις ολόκληρων γραφείων, που βλέπουν στα δύο αυτά αιτήματα την εγγύηση για τη δημοκρατική λειτουργία του συλλόγου και για την ενότητα του κλάδου.: [237, 1231, 421, 1279]
- paragraph: Το ΚΚΕ, διερμηνεύοντας την πολλαπλή απαίτηση ν’ απαλλαγεί η πατρίδα μας από τις ξένες πολεμικές βάσεις, δηλώνει ότι τότε μόνο θα μπορεί ο λαός μας να χαράζει ελεύθερα το δρόμο του, όταν φύγουν οι αμερικανονατοϊκές βάσεις από τη χώρα. Γιατί οι βάσεις αποτελούν μόνιμη πηγή κινδύνων για την ειρήνη και δαμόκλεια σπάθη πάνω από τα κεφάλια του λαού μας.: [978, 1366, 1148, 1435]
- band2-col-4: [1367, 898, 1548, 1124]
- paragraph: Οι συμφωνίες για τις βάσεις δεν υπογράφτηκαν ποτέ με τη θέληση του λαού. Επιβλήθηκαν με τον εκβιασμό και την απειλή, μέσα στον ψυχροπολεμικό πυρετό. Σήμερα, που οι λαοί παλεύουν για την ύφεση και τον αφοπλισμό, η διατήρησή τους αποτελεί πρόκληση και μόνιμη πηγή κινδύνων.: [433, 996, 517, 1103]
- paragraph: Η αναλογική είναι το μόνο δίκαιο και δημοκρατικό εκλογικό σύστημα, που δίνει τη δυνατότητα να εκπροσωπηθούν όλες οι τάσεις και να αντικριστούν όλες οι απόψεις, που αποτρέπει την όξυνση των αντιθέσεων και αναδείχνει τα πιο ικανά και έμπειρα στελέχη. Γιατί δεν υπάρχει καμιά αμφιβολία ότι τέτοια στελέχη αναδείχνονται μόνο με την ελεύθερη και ανόθευτη έκφραση της θέλησης όλων των συναδέλφων.: [594, 1802, 745, 1889]
- paragraph: Πληροφορίαι παρέχονται εἰς τούς ἐνδιαφερομένους καθ’ ἑκάστην ἐργάσιμον ἡμέραν καί ὥραν ἐκ τοῦ Τμήματος Δημοτικῆς Περιουσίας τοῦ Δήμου (Λιοσίων 22, τηλ. 3.242.479).: [56, 1919, 219, 1956]
- column-rule: [427, 611, 428, 1617]
- band1-col-1: [613, 637, 740, 892]
- lawyers-title: [59, 96, 271, 203]
- paragraph: Συγκεκριμένα θα κρίνουν εάν θέλουν το Δ.Σ. να εκλέγεται με το σύστημα της απλής αναλογικής, ή προτιμούν το πλειοψηφικό με εκπροσώπηση κατά ένα ορισμένο ποσοστό της μειοψηφίας, καθώς επίσης εάν επιθυμούν άμεση εκλογή του προέδρου, δηλ. από το σύνολο των δικηγόρων — έτσι γίνεται μέχρι σήμερα — ή προτιμούν την έμμεση εκλογή, δηλαδή την ανάδειξή του από τους συμβούλους του ΔΣΑ.: [59, 274, 271, 332]
- paragraph: Οι συμφωνίες για τις βάσεις δεν υπογράφτηκαν ποτέ με τη θέληση του λαού. Επιβλήθηκαν με τον εκβιασμό και την απειλή, μέσα στον ψυχροπολεμικό πυρετό. Σήμερα, που οι λαοί παλεύουν για την ύφεση και τον αφοπλισμό, η διατήρησή τους αποτελεί πρόκληση και μόνιμη πηγή κινδύνων.: [1019, 941, 1183, 999]
- notice-signature: [248, 2267, 407, 2297]
- right-edge-column: [1437, 194, 1551, 635]
- paragraph: Πέντε Ελληνίδες λένε την γνώμη τους. Πέντε πασίγνωστες γυναίκες του πολιτικού και πνευματικού κόσμου, που κατά τη διάρκεια της διχτατορίας η καθεμιά με τον δικό της τρόπο αγωνίστηκε, φυλακίστηκε, εξορίστηκε, έδωσε ένα γερό παράδειγμα αξιοπρέπειας και αντίστασης.: [594, 1665, 745, 1723]
- notice-date: Ἀθῆναι τῇ 11ῃ Μαρτίου 1976: [318, 2266, 407, 2276]
- paragraph: Η πρώτη σκέψη που έρχεται στο νου, καθώς μιλάμε με τις πέντε γυναίκες, είναι πως το θέμα των βάσεων δεν είναι υπόθεση κομματική· είναι υπόθεση πανεθνική, που ενώνει ανθρώπους διαφορετικών παρατάξεων και πεποιθήσεων.: [527, 664, 611, 762]
- masthead-title: ΡΙΖΟΣΠΑΣΤΗΣ: [720, 15, 853, 32]
- report-line: ΠΥΡΗΝΙΚΟ ΟΛΕΘΡΟ: [1254, 344, 1328, 381]
- report-label: ρεπορτάζ: [1186, 345, 1240, 359]
- paragraph: Από την άλλη μεριά, η έμμεση εκλογή του προέδρου αποτελεί υποβάθμιση των δημοκρατικών διαδικασιών, αφού στερεί το σύνολο των δικηγόρων από το δικαίωμα να εκλέγει άμεσα τον πρόεδρό του και αφήνει το πεδίο ελεύθερο σε παρασκηνιακούς συνδυασμούς και συναλλαγές.: [237, 1042, 421, 1090]
- signature-name: ΓΙΑΝΝΗΣ ΠΑΠΑΘΕΟΔΩΡΟΥ: [306, 2286, 407, 2296]
- portrait-virginia-tsouderou: [910, 1134, 1015, 1264]
- report-line: ΜΙΛΑΝΕ ΓΙΑ ΤΟΝ: [1254, 324, 1370, 339]
- paragraph: Από την άλλη μεριά, η έμμεση εκλογή του προέδρου αποτελεί υποβάθμιση των δημοκρατικών διαδικασιών, αφού στερεί το σύνολο των δικηγόρων από το δικαίωμα να εκλέγει άμεσα τον πρόεδρό του και αφήνει το πεδίο ελεύθερο σε παρασκηνιακούς συνδυασμούς και συναλλαγές.: [46, 684, 228, 732]
- paragraph: Χρέος άμεσο της κυβέρνησης είναι να αποκαλύψει στο λαό το περιεχόμενο των συμφωνιών για τις βάσεις και να μην υπογράψει καμιά νέα δέσμευση πίσω από την πλάτη της Βουλής.: [755, 1699, 905, 1737]
- paragraph: Η αναλογική είναι το μόνο δίκαιο και δημοκρατικό εκλογικό σύστημα, που δίνει τη δυνατότητα να εκπροσωπηθούν όλες οι τάσεις και να αντικριστούν όλες οι απόψεις, που αποτρέπει την όξυνση των αντιθέσεων και αναδείχνει τα πιο ικανά και έμπειρα στελέχη. Γιατί δεν υπάρχει καμιά αμφιβολία ότι τέτοια στελέχη αναδείχνονται μόνο με την ελεύθερη και ανόθευτη έκφραση της θέλησης όλων των συναδέλφων.: [46, 611, 228, 679]
- melina-text: [1076, 685, 1203, 738]
- paragraph: Η αναλογική είναι το μόνο δίκαιο και δημοκρατικό εκλογικό σύστημα, που δίνει τη δυνατότητα να εκπροσωπηθούν όλες οι τάσεις και να αντικριστούν όλες οι απόψεις, που αποτρέπει την όξυνση των αντιθέσεων και αναδείχνει τα πιο ικανά και έμπειρα στελέχη. Γιατί δεν υπάρχει καμιά αμφιβολία ότι τέτοια στελέχη αναδείχνονται μόνο με την ελεύθερη και ανόθευτη έκφραση της θέλησης όλων των συναδέλφων.: [915, 1802, 1067, 1889]
- signature-role: Ὁ Δήμαρχος: [369, 2277, 407, 2286]
- paragraph: Η πρώτη σκέψη που έρχεται στο νου, καθώς μιλάμε με τις πέντε γυναίκες, είναι πως το θέμα των βάσεων δεν είναι υπόθεση κομματική· είναι υπόθεση πανεθνική, που ενώνει ανθρώπους διαφορετικών παρατάξεων και πεποιθήσεων.: [613, 1376, 784, 1415]
- notice-subtitle: Ο ΔΗΜΑΡΧΟΣ ΑΘΗΝΑΙΩΝ ΔΙΑΚΗΡΥΤΤΕΙ ΟΤΙ:: [58, 1685, 217, 1706]
- paragraph: «Οι ξένες βάσεις είναι καρφιά στο σώμα της Ελλάδας. Καμιά κυβέρνηση δεν έχει το δικαίωμα να παραχωρεί εθνικό έδαφος για ορμητήρια πολέμου. Ο λαός μας το δήλωσε με όλους τους τρόπους: θέλει την Ελλάδα ελεύθερη, ανεξάρτητη, ειρηνική.»: [755, 1872, 905, 1920]
- paragraph: Η αναλογική είναι το μόνο δίκαιο και δημοκρατικό εκλογικό σύστημα, που δίνει τη δυνατότητα να εκπροσωπηθούν όλες οι τάσεις και να αντικριστούν όλες οι απόψεις, που αποτρέπει την όξυνση των αντιθέσεων και αναδείχνει τα πιο ικανά και έμπειρα στελέχη. Γιατί δεν υπάρχει καμιά αμφιβολία ότι τέτοια στελέχη αναδείχνονται μόνο με την ελεύθερη και ανόθευτη έκφραση της θέλησης όλων των συναδέλφων.: [1367, 971, 1548, 1039]
- name-line: Μίνα: [613, 900, 654, 919]
- report-line: ΠΕΝΤΕ ΓΥΝΑΙΚΕΣ: [1254, 304, 1376, 319]
- paragraph: Η Ελλάδα και οι βάσεις. Ανάμεσα στα δικά μας σχέδια και στα δικά μας όνειρα οι βάσεις. Πρέπει όλοι να καταλάβουν ότι για τα παιδιά μας ποτέ δε θα δεχτούμε να γίνει η χώρα μας ορμητήριο πυρηνικού ολέθρου. Γι’ αυτό το γυναικείο κίνημα ενώνει τη φωνή του με όλο το λαό που απαιτεί: έξω οι βάσεις, έξω τα πυρηνικά από την Ελλάδα.: [433, 733, 517, 860]
- source-note: (Ἀπό τήν Ἀπόφαση τῆς 2ης Ὁλομέλειας τῆς ΚΕ τοῦ ΚΚΕ): [586, 515, 823, 526]
- signature-name: ΓΙΑΝΝΗΣ ΠΑΠΑΘΕΟΔΩΡΟΥ: [118, 2286, 219, 2296]
- paragraph: Η Ελλάδα και οι βάσεις. Ανάμεσα στα δικά μας σχέδια και στα δικά μας όνειρα οι βάσεις. Πρέπει όλοι να καταλάβουν ότι για τα παιδιά μας ποτέ δε θα δεχτούμε να γίνει η χώρα μας ορμητήριο πυρηνικού ολέθρου. Γι’ αυτό το γυναικείο κίνημα ενώνει τη φωνή του με όλο το λαό που απαιτεί: έξω οι βάσεις, έξω τα πυρηνικά από την Ελλάδα.: [433, 2198, 584, 2267]
- paragraph: Οι συμφωνίες για τις βάσεις δεν υπογράφτηκαν ποτέ με τη θέληση του λαού. Επιβλήθηκαν με τον εκβιασμό και την απειλή, μέσα στον ψυχροπολεμικό πυρετό. Σήμερα, που οι λαοί παλεύουν για την ύφεση και τον αφοπλισμό, η διατήρησή τους αποτελεί πρόκληση και μόνιμη πηγή κινδύνων.: [795, 1386, 966, 1444]
- paragraph: Είναι χαρακτηριστικό ότι υπέρ της απλής αναλογικής και της άμεσης εκλογής του προέδρου έχουν ταχθεί ανοιχτά και συγκεντρώσεις ολόκληρων γραφείων, που βλέπουν στα δύο αυτά αιτήματα την εγγύηση για τη δημοκρατική λειτουργία του συλλόγου και για την ενότητα του κλάδου.: [237, 873, 421, 921]
- paragraph: Οι συμφωνίες για τις βάσεις δεν υπογράφτηκαν ποτέ με τη θέληση του λαού. Επιβλήθηκαν με τον εκβιασμό και την απειλή, μέσα στον ψυχροπολεμικό πυρετό, και σήμερα η διατήρησή τους αποτελεί πρόκληση για κάθε δημοκρατική συνείδηση.: [433, 611, 611, 1552]
- byline-role: Δικηγόρου - Συμβούλου τού Δ.Σ.Α.: [87, 577, 243, 589]
- band1-narrow-col: [1003, 637, 1067, 892]
- paragraph: Έχουμε δικαίωμα, λοιπόν, οι Ελληνίδες να κάνουμε σχέδια και όνειρα. Έχουμε δικαίωμα να ξεδιπλώνουμε σχέδια για ένα πιο σίγουρο και πιο ωραίο μέλλον για τα παιδιά μας. Μα πάνω από τα όνειρά μας κρέμεται η απειλή: οι αμερικάνικες μπαρουταποθήκες, τα πυρηνικά όπλα που είναι θαμμένα στο χώμα της πατρίδας μας.: [1441, 637, 1548, 734]
- paragraph: Οι συμφωνίες για τις βάσεις δεν υπογράφτηκαν ποτέ με τη θέληση του λαού. Επιβλήθηκαν με τον εκβιασμό και την απειλή, μέσα στον ψυχροπολεμικό πυρετό. Σήμερα, που οι λαοί παλεύουν για την ύφεση και τον αφοπλισμό, η διατήρησή τους αποτελεί πρόκληση και μόνιμη πηγή κινδύνων.: [915, 1675, 1067, 1733]
- band1-caption-1: [890, 774, 993, 890]
- band3-lower-col-3: [978, 1280, 1148, 1621]
- paragraph: Το ΚΚΕ, διερμηνεύοντας την πολλαπλή απαίτηση ν’ απαλλαγεί η πατρίδα μας από τις ξένες πολεμικές βάσεις, δηλώνει ότι τότε μόνο θα μπορεί ο λαός μας να χαράζει ελεύθερα το δρόμο του, όταν φύγουν οι αμερικανονατοϊκές βάσεις από τη χώρα. Γιατί οι βάσεις αποτελούν μόνιμη πηγή κινδύνων για την ειρήνη και δαμόκλεια σπάθη πάνω από τα κεφάλια του λαού μας.: [1193, 898, 1357, 966]
- paragraph: Η πρώτη σκέψη που έρχεται στο νου, καθώς μιλάμε με τις πέντε γυναίκες, είναι πως το θέμα των βάσεων δεν είναι υπόθεση κομματική· είναι υπόθεση πανεθνική, που ενώνει ανθρώπους διαφορετικών παρατάξεων και πεποιθήσεων.: [613, 733, 740, 791]
- paragraph: Η Ελλάδα και οι βάσεις. Ανάμεσα στα δικά μας σχέδια και στα δικά μας όνειρα οι βάσεις. Πρέπει όλοι να καταλάβουν ότι για τα παιδιά μας ποτέ δε θα δεχτούμε να γίνει η χώρα μας ορμητήριο πυρηνικού ολέθρου. Γι’ αυτό το γυναικείο κίνημα ενώνει τη φωνή του με όλο το λαό που απαιτεί: έξω οι βάσεις, έξω τα πυρηνικά από την Ελλάδα.: [1342, 1370, 1548, 1419]
- paragraph: Έχουμε δικαίωμα να κάνουμε σχέδια και όνειρα για ένα πιο σίγουρο και πιο ωραίο μέλλον για τα παιδιά μας. Μα πάνω από τα όνειρά μας κρέμεται η απειλή: οι αμερικάνικες μπαρουταποθήκες, τα πυρηνικά όπλα που είναι θαμμένα στο χώμα της πατρίδας μας.: [433, 1802, 584, 1859]
- women-and-bases-banner: [633, 79, 1332, 137]
- paragraph: Να γιατί η Κρήτη, που δεν έγινε ποτέ εύκολος χώρος εγκατάστασης ξένων, ξεσηκώνεται. Να γιατί το παγκρήτιο κίνημα ειρήνης απλώνεται από άκρη σε άκρη και το σύνθημα «έξω οι βάσεις» γράφεται στους τοίχους κάθε χωριού.: [433, 1864, 584, 1912]
- paragraph: Είναι λοιπόν επιταχτικό καθήκον κάθε συνεπούς δημοκράτη, κάθε δικηγόρου που πιστεύει στη λύση των εσωτερικών και επαγγελματικών προβλημάτων του κλάδου, να δώσει όλες του τις δυνάμεις για την επιτυχία αυτού του στόχου.: [46, 1231, 228, 1269]
- paragraph: Οι γυναίκες, που γνωρίζουν καλύτερα από κάθε άλλον τι θα πει πόλεμος, ορφάνια και προσφυγιά, έχουν χρέος να σταθούν στην πρώτη γραμμή του αγώνα για να φύγουν οι βάσεις.: [755, 1655, 905, 1694]
- report-teaser-box: [1175, 293, 1395, 402]
- report-initial: Ρ,: [1186, 297, 1219, 342]
- paragraph: Σύμφωνα με το σύστημα αυτό, όλες οι θέσεις του Δ.Σ. θα μοιράζονται ανάλογα με την πραγματική δύναμη κάθε παράταξης, ενώ με το πλειοψηφικό η πρώτη σε ψήφους παράταξη παίρνει τα δύο τρίτα των εδρών, ανεξάρτητα από το πραγματικό της ποσοστό. Είναι φανερό ποιο από τα δύο συστήματα εξυπηρετεί τη δημοκρατική λειτουργία και ποιο τη χειραγώγηση του συλλόγου.: [46, 737, 228, 804]
- paragraph: Το ΚΚΕ, διερμηνεύοντας την πολλαπλή απαίτηση ν’ απαλλαγεί η πατρίδα μας από τις ξένες πολεμικές βάσεις, δηλώνει ότι τότε μόνο θα μπορεί ο λαός μας να χαράζει ελεύθερα το δρόμο του, όταν φύγουν οι αμερικανονατοϊκές βάσεις από τη χώρα. Γιατί οι βάσεις αποτελούν μόνιμη πηγή κινδύνων για την ειρήνη και δαμόκλεια σπάθη πάνω από τα κεφάλια του λαού μας.: [915, 2073, 1067, 2150]
- paragraph: Από την άλλη μεριά, η έμμεση εκλογή του προέδρου αποτελεί υποβάθμιση των δημοκρατικών διαδικασιών, αφού στερεί το σύνολο των δικηγόρων από το δικαίωμα να εκλέγει άμεσα τον πρόεδρό του και αφήνει το πεδίο ελεύθερο σε παρασκηνιακούς συνδυασμούς και συναλλαγές.: [915, 2238, 1067, 2296]
- notice-title: ΔΙΑΚΗΡΥΞΕΙΣ: [56, 1655, 219, 1679]
- paragraph: Η αναλογική είναι το μόνο δίκαιο και δημοκρατικό εκλογικό σύστημα, που δίνει τη δυνατότητα να εκπροσωπηθούν όλες οι τάσεις και να αντικριστούν όλες οι απόψεις, που αποτρέπει την όξυνση των αντιθέσεων και αναδείχνει τα πιο ικανά και έμπειρα στελέχη. Γιατί δεν υπάρχει καμιά αμφιβολία ότι τέτοια στελέχη αναδείχνονται μόνο με την ελεύθερη και ανόθευτη έκφραση της θέλησης όλων των συναδέλφων.: [46, 1327, 228, 1395]
- paragraph: Πέντε Ελληνίδες λένε την γνώμη τους. Πέντε πασίγνωστες γυναίκες του πολιτικού και πνευματικού κόσμου, που κατά τη διάρκεια της διχτατορίας η καθεμιά με τον δικό της τρόπο αγωνίστηκε, φυλακίστηκε, εξορίστηκε, έδωσε ένα γερό παράδειγμα αξιοπρέπειας και αντίστασης.: [915, 1738, 1067, 1797]
- paragraph: Πέντε Ελληνίδες λένε την γνώμη τους για τις βάσεις και για τον κίνδυνο που κρέμεται πάνω από τη χώρα, στην πρώτη γραμμή των αγώνων για την ειρήνη.: [594, 2228, 745, 2267]
- paragraph: Η παρουσία ξένων στρατευμάτων και βάσεων στο έδαφός μας θίγει την αξιοπρέπεια του λαού μας, δένει τη χώρα στα άρματα ξένων συμφερόντων και την εκθέτει σε θανάσιμους κινδύνους.: [1160, 1348, 1330, 1385]
- report-line: ΠΟΥ ΜΑΣ ΑΠΕΙΛΕΙ: [1254, 386, 1379, 402]
- headline-line-2: πάνω: [875, 282, 1001, 341]
- quote-paragraph: «Όπου κι αν βρέθηκα, στα χρόνια της εξορίας, ένα όνειρο με συντρόφευε: η Ελλάδα λεύτερη από ξένες κηδεμονίες. Αγάπη για την πατρίδα σημαίνει αγώνας για να φύγουν οι βάσεις του θανάτου.»: [1076, 685, 1203, 733]
- slogan-paragraph: — Έξω οι βάσεις θανάτου από την Ελλάδα!: [732, 1035, 835, 1053]
- paragraph: Στην Κρήτη, στο ακρωτήρι της Σούδας, στις Γούρνες, στο Τυμπάκι, τα συρματοπλέγματα των βάσεων κόβουν στα δύο τη γη και τη ζωή των κατοίκων. Ο λαός του νησιού, που πλήρωσε βαρύ φόρο αίματος σε όλους τους πολέμους, ξέρει καλύτερα από κάθε άλλον τι σημαίνει ξένη κατοχή.: [755, 1969, 905, 2026]
- paragraph: Είναι λοιπόν επιταχτικό καθήκον κάθε συνεπούς δημοκράτη, κάθε δικηγόρου που πιστεύει στη λύση των εσωτερικών και επαγγελματικών προβλημάτων του κλάδου, να δώσει όλες του τις δυνάμεις για την επιτυχία αυτού του στόχου.: [594, 2112, 745, 2160]
- name-line: Ἀκρίτα: [750, 657, 812, 680]
- byline-name: ΤΟΥ ΓΙΑΝΝΗ ΓΟΥΣΕΤΗ: [79, 560, 251, 576]
- paragraph: Είναι χαρακτηριστικό ότι υπέρ της απλής αναλογικής και της άμεσης εκλογής του προέδρου έχουν ταχθεί ανοιχτά και συγκεντρώσεις ολόκληρων γραφείων, που βλέπουν στα δύο αυτά αιτήματα την εγγύηση για τη δημοκρατική λειτουργία του συλλόγου και για την ενότητα του κλάδου.: [46, 916, 228, 964]
- paragraph: Βουλευτής και στέλεχος του ΠΑΣΟΚ η Σύλβα Ακρίτα, γυναίκα του αείμνηστου υπουργού της Παιδείας, από χρόνια δοσμένη στους αγώνες του λαού μας, απαντάει πρόθυμα στις ερωτήσεις μας.: [613, 637, 740, 685]
- paragraph: Σύμφωνα με το σύστημα αυτό, όλες οι θέσεις του Δ.Σ. θα μοιράζονται ανάλογα με την πραγματική δύναμη κάθε παράταξης, ενώ με το πλειοψηφικό η πρώτη σε ψήφους παράταξη παίρνει τα δύο τρίτα των εδρών, ανεξάρτητα από το πραγματικό της ποσοστό. Είναι φανερό ποιο από τα δύο συστήματα εξυπηρετεί τη δημοκρατική λειτουργία και ποιο τη χειραγώγηση του συλλόγου.: [237, 1095, 421, 1162]
- band3-lower-col-5: [1342, 1280, 1548, 1621]
- paragraph: Στην Κρήτη, στο ακρωτήρι της Σούδας, στις Γούρνες, στο Τυμπάκι, τα συρματοπλέγματα των βάσεων κόβουν στα δύο τη γη και τη ζωή των κατοίκων. Ο λαός του νησιού, που πλήρωσε βαρύ φόρο αίματος σε όλους τους πολέμους, ξέρει καλύτερα από κάθε άλλον τι σημαίνει ξένη κατοχή.: [433, 1685, 584, 1743]
- report-box-lines: [1254, 302, 1384, 402]
- paragraph: Σύμφωνα με το σύστημα αυτό, όλες οι θέσεις του Δ.Σ. θα μοιράζονται ανάλογα με την πραγματική δύναμη κάθε παράταξης, ενώ με το πλειοψηφικό η πρώτη σε ψήφους παράταξη παίρνει τα δύο τρίτα των εδρών, ανεξάρτητα από το πραγματικό της ποσοστό. Είναι φανερό ποιο από τα δύο συστήματα εξυπηρετεί τη δημοκρατική λειτουργία και ποιο τη χειραγώγηση του συλλόγου.: [594, 1957, 745, 2034]
- paragraph: Τήν 26ην Μαρτίου 1976, ἡμέραν Παρασκευήν καί ὥραν 10 — 10.30 π.μ., ἐν τῷ Δημαρχιακῷ Καταστήματι καί ἐνώπιον τῆς ἁρμοδίας Ἐπιτροπῆς, θά διεξαχθῇ φανερά πλειοδοτική δημοπρασία διά τήν ἐκμίσθωσιν τῶν κάτωθι δημοτικῶν ἀκινήτων:: [56, 1712, 219, 1757]
- header-rule-left: [174, 28, 700, 30]
- paragraph: Οι γυναίκες, που γνωρίζουν καλύτερα από κάθε άλλον τι θα πει πόλεμος, ορφάνια και προσφυγιά, έχουν χρέος να σταθούν στην πρώτη γραμμή του αγώνα για να φύγουν οι βάσεις.: [1019, 898, 1183, 936]
- paragraph: Σύμφωνα με το σύστημα αυτό, όλες οι θέσεις του Δ.Σ. θα μοιράζονται ανάλογα με την πραγματική δύναμη κάθε παράταξης, ενώ με το πλειοψηφικό η πρώτη σε ψήφους παράταξη παίρνει τα δύο τρίτα των εδρών, ανεξάρτητα από το πραγματικό της ποσοστό. Είναι φανερό ποιο από τα δύο συστήματα εξυπηρετεί τη δημοκρατική λειτουργία και ποιο τη χειραγώγηση του συλλόγου.: [46, 1400, 228, 1467]
- tsouderou-text: [780, 1180, 900, 1234]
- report-box-left: [1186, 297, 1246, 393]
- sylva-text: [750, 685, 881, 810]
- band2-col-1: [845, 898, 1009, 1124]
- paragraph: Είναι χαρακτηριστικό ότι υπέρ της απλής αναλογικής και της άμεσης εκλογής του προέδρου έχουν ταχθεί ανοιχτά και συγκεντρώσεις ολόκληρων γραφείων, που βλέπουν στα δύο αυτά αιτήματα την εγγύηση για τη δημοκρατική λειτουργία του συλλόγου και για την ενότητα του κλάδου.: [46, 1274, 228, 1322]
- paragraph: Οι συμφωνίες για τις βάσεις δεν υπογράφτηκαν ποτέ με τη θέληση του λαού. Επιβλήθηκαν με τον εκβιασμό και την απειλή, μέσα στον ψυχροπολεμικό πυρετό, και σήμερα η διατήρησή τους αποτελεί πρόκληση για κάθε δημοκρατική συνείδηση.: [1193, 971, 1357, 1019]
- notice-item: Ἐγγύησις συμμετοχῆς δραχ. 127.000 εἰς γραμμάτιον τοῦ Ταμείου Παρακαταθηκῶν καί Δανείων.: [248, 1781, 407, 1799]
- lawyers-referendum-box: [46, 83, 285, 556]
- notice-title: ΔΙΑΚΗΡΥΞΙΣ: [248, 1655, 407, 1679]
- band3-lower-col-4: [1160, 1348, 1330, 1621]
- band3-lower-col-2: [795, 1280, 966, 1621]
- name-line: Τσουδερού: [780, 1156, 863, 1176]
- headline-line-3: ἀπό τίς: [881, 367, 1051, 426]
